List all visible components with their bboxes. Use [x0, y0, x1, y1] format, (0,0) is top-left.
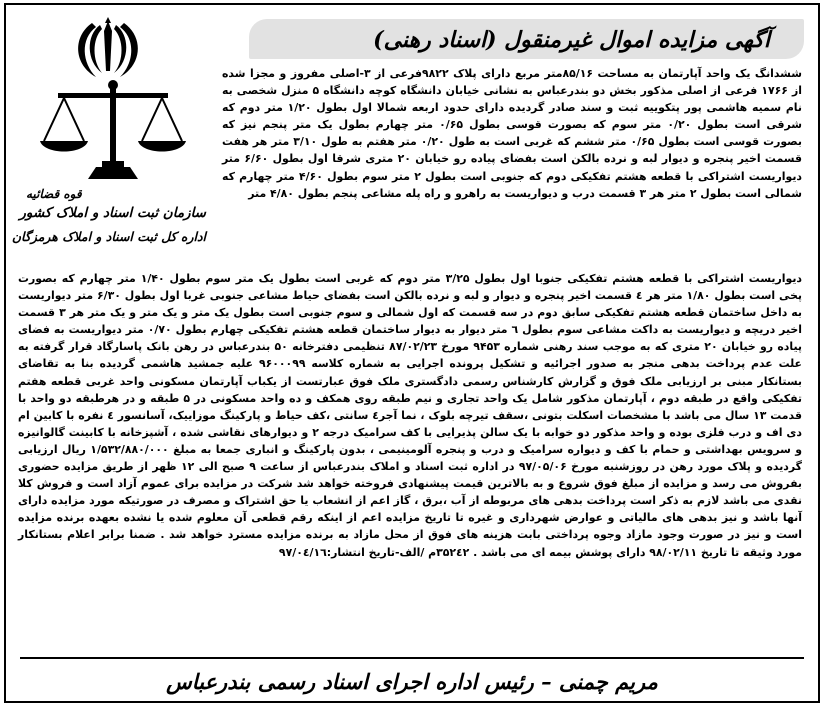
- auction-notice: [4, 3, 820, 703]
- footer-divider: [20, 657, 804, 659]
- notice-title: آگهی مزایده اموال غیرمنقول (اسناد رهنی): [373, 27, 770, 53]
- judiciary-label: قوه قضائیه: [26, 187, 82, 201]
- organization-emblem: [11, 17, 206, 249]
- scales-of-justice-icon: [38, 79, 188, 183]
- notice-body-top: ششدانگ یک واحد آپارتمان به مساحت ۸۵/۱۶متر مربع دارای پلاک ۹۸۲۲فرعی از ۳-اصلی مفروز و مجزا شده از ۱۷۶۶ فرعی از اصلی مذکور بخش دو بندرعباس به نشانی خیابان دانشگاه کوچه دانشگاه ۵ منزل شخصی به نام سمیه هاشمی پور پتکوییه ثبت و سند صادر گردیده دارای حدود اربعه شمالا اول بطول ۱/۲۰ متر دوم که شرقی است بطول ۰/۲۰ متر سوم که بصورت قوسی بطول ۰/۶۵ متر چهارم بطول یک متر پنجم نیز که بصورت قوسی است بطول ۰/۶۵ متر ششم که غربی است به طول ۰/۲۰ متر هفتم به طول ۳/۱۰ متر هر هفت قسمت اخیر پنجره و دیوار لبه و نرده بالکن است بفضای پیاده رو خیابان ۲۰ متری شرقا اول بطول ۶/۶۰ متر دیواریست اشتراکی با قطعه هشتم تفکیکی دوم که جنوبی است بطول ۲ متر سوم بطول ۴/۶۰ متر چهارم که شمالی است بطول ۲ متر هر ۳ قسمت درب و دیواریست به راهرو و راه پله مشاعی پنجم بطول ۴/۸۰ متر: [222, 67, 803, 200]
- iran-emblem-icon: [60, 17, 156, 79]
- notice-body-bottom: دیواریست اشتراکی با قطعه هشتم تفکیکی جنوبا اول بطول ۳/۲۵ متر دوم که غربی است بطول یک متر سوم بطول ۱/۴۰ متر چهارم که بصورت پخی است بطول ۱/۸۰ متر هر ٤ قسمت اخیر پنجره و دیوار و لبه و نرده بالکن است بفضای حیاط مشاعی جنوبی غربا اول بطول ۶/۳۰ متر دیواریست به داخل ساختمان قطعه هشتم تفکیکی سابق دوم در سه قسمت که اول شمالی و سوم جنوبی است بطول یک متر و یک متر و یک متر هر ۳ قسمت اخیر دریچه و دیواریست به داکت مشاعی سوم بطول ٦ متر دیوار به دیوار ساختمان قطعه هشتم تفکیکی چهارم بطول ۰/۷۰ متر دیواریست به فضای پیاده رو خیابان ۲۰ متری که به موجب سند رهنی شماره ۹۴۵۳ مورخ ۸۷/۰۲/۲۳ تنظیمی دفترخانه ۵۰ بندرعباس در رهن بانک پاسارگاد قرار گرفته به علت عدم پرداخت بدهی منجر به صدور اجرائیه و تشکیل پرونده اجرایی به شماره کلاسه ۹۶۰۰۰۹۹ علیه جمشید هاشمی گردیده بنا به تقاضای بستانکار مبنی بر ارزیابی ملک فوق و گزارش کارشناس رسمی دادگستری ملک فوق عبارتست از یکباب آپارتمان مسکونی واحد غربی قطعه هفتم تفکیکی واقع در طبقه دوم ، آپارتمان مذکور شامل یک واحد تجاری و نیم طبقه روی همکف و ده واحد مسکونی در ۵ طبقه و در هرطبقه دو واحد با قدمت ۱۳ سال می باشد با مشخصات اسکلت بتونی ،سقف تیرچه بلوک ، نما آجر٤ سانتی ،کف حیاط و پارکینگ موزاییک، آسانسور ٤ نفره با کابین ام دی اف و درب فلزی بوده و واحد مذکور دو خوابه با یک سالن پذیرایی با کف سرامیک درجه ۲ و دیوارهای نقاشی شده ، آشپزخانه با کابینت گالوانیزه و سرویس بهداشتی و حمام با کف و دیواره سرامیک و درب و پنجره آلومینیمی ، بدون پارکینگ و انباری جمعا به مبلغ ۱/۵۳۲/۸۸۰/۰۰۰ ریال ارزیابی گردیده و پلاک مورد رهن در روزشنبه مورخ ۹۷/۰۵/۰۶ در اداره ثبت اسناد و املاک بندرعباس از ساعت ۹ صبح الی ۱۲ ظهر از طریق مزایده حضوری بفروش می رسد و مزایده از مبلغ فوق شروع و به بالاترین قیمت پیشنهادی فروخته خواهد شد شرکت در مزایده برای عموم آزاد است و فروش کلا نقدی می باشد لازم به ذکر است پرداخت بدهی های مربوطه از آب ،برق ، گاز اعم از انشعاب یا حق اشتراک و مصرف در صورتیکه مورد مزایده دارای آنها باشد و نیز بدهی های مالیاتی و عوارض شهرداری و غیره تا تاریخ مزایده اعم از اینکه رقم قطعی آن معلوم شده یا نشده بعهده برنده مزایده است و نیز در صورت وجود مازاد وجوه پرداختی بابت هزینه های فوق از محل مازاد به برنده مزایده مسترد خواهد شد . ضمنا برابر اعلام بستانکار مورد وثیقه تا تاریخ ۹۸/۰۲/۱۱ دارای پوشش بیمه ای می باشد . ۳۵۲٤۲م /الف-تاریخ انتشار:۹۷/۰٤/۱٦: [18, 272, 803, 559]
- signature: مریم چمنی – رئیس اداره اجرای اسناد رسمی بندرعباس: [166, 669, 658, 694]
- organization-name: سازمان ثبت اسناد و املاک کشور: [19, 205, 206, 221]
- provincial-office-name: اداره کل ثبت اسناد و املاک هرمزگان: [11, 229, 206, 244]
